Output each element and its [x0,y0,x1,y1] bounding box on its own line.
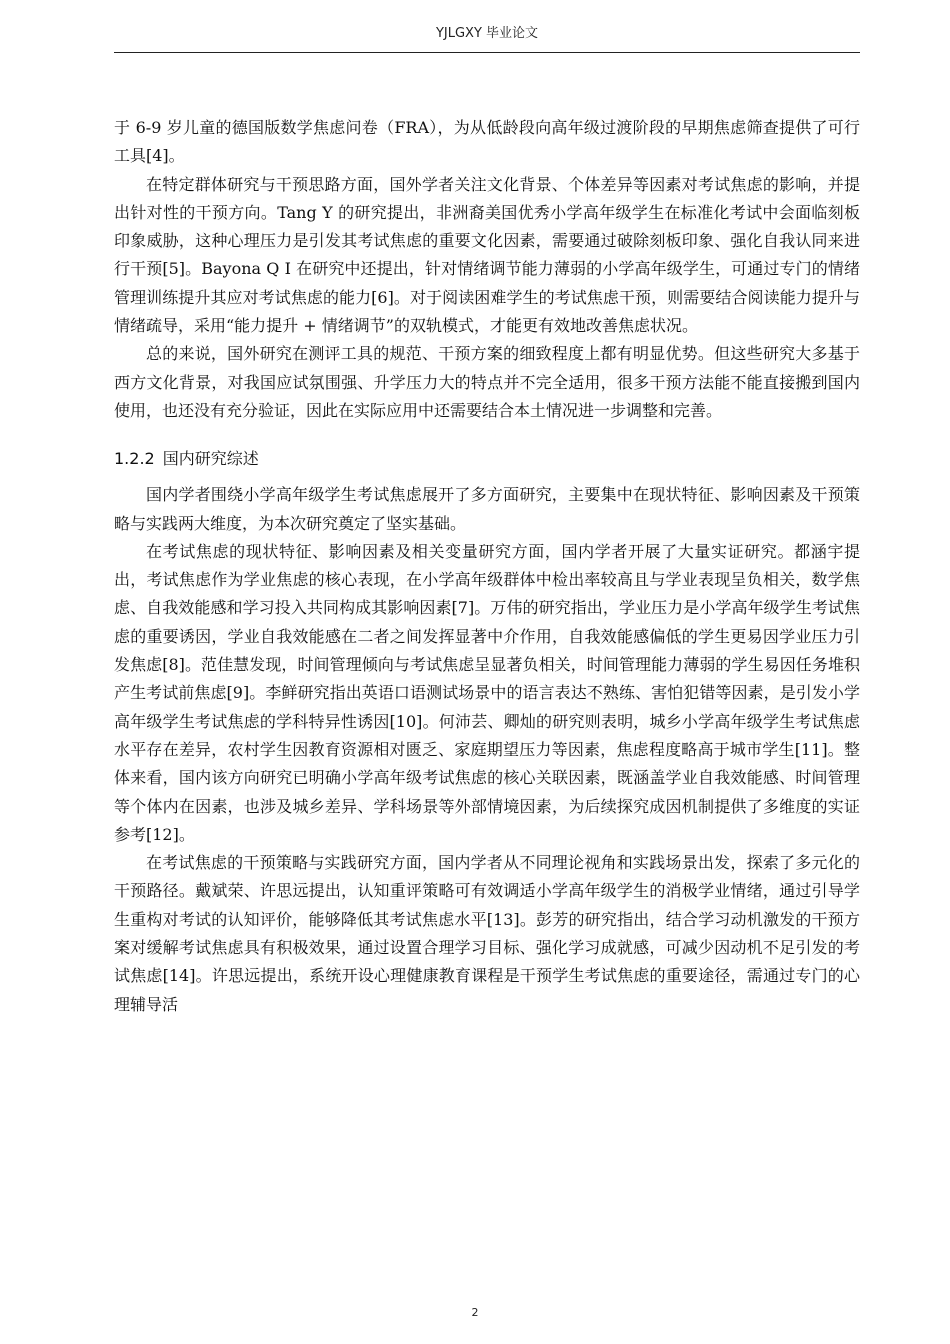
header-rule [114,52,860,53]
section-title: 国内研究综述 [162,449,259,469]
paragraph-domestic-1: 国内学者围绕小学高年级学生考试焦虑展开了多方面研究，主要集中在现状特征、影响因素及干预策略与实践两大维度，为本次研究奠定了坚实基础。 [114,485,860,533]
body-text [114,114,860,1019]
paragraph-foreign-3: 总的来说，国外研究在测评工具的规范、干预方案的细致程度上都有明显优势。但这些研究大多基于西方文化背景，对我国应试氛围强、升学压力大的特点并不完全适用，很多干预方法能不能直接搬到国内使用，也还没有充分验证，因此在实际应用中还需要结合本土情况进一步调整和完善。 [114,344,860,420]
page-number: 2 [471,1306,479,1319]
paragraph-foreign-1: 于 6-9 岁儿童的德国版数学焦虑问卷（FRA），为从低龄段向高年级过渡阶段的早期焦虑筛查提供了可行工具[4]。 [114,118,860,166]
paragraph-foreign-2: 在特定群体研究与干预思路方面，国外学者关注文化背景、个体差异等因素对考试焦虑的影响，并提出针对性的干预方向。Tang Y 的研究提出，非洲裔美国优秀小学高年级学生在标准化考试中会面临刻板印象威胁，这种心理压力是引发其考试焦虑的重要文化因素，需要通过破除刻板印象、强化自我认同来进行干预[5]。Bayona Q I 在研究中还提出，针对情绪调节能力薄弱的小学高年级学生，可通过专门的情绪管理训练提升其应对考试焦虑的能力[6]。对于阅读困难学生的考试焦虑干预，则需要结合阅读能力提升与情绪疏导，采用“能力提升 + 情绪调节”的双轨模式，才能更有效地改善焦虑状况。 [114,174,860,336]
paragraph-domestic-3: 在考试焦虑的干预策略与实践研究方面，国内学者从不同理论视角和实践场景出发，探索了多元化的干预路径。戴斌荣、许思远提出，认知重评策略可有效调适小学高年级学生的消极学业情绪，通过引导学生重构对考试的认知评价，能够降低其考试焦虑水平[13]。彭芳的研究指出，结合学习动机激发的干预方案对缓解考试焦虑具有积极效果，通过设置合理学习目标、强化学习成就感，可减少因动机不足引发的考试焦虑[14]。许思远提出，系统开设心理健康教育课程是干预学生考试焦虑的重要途径，需通过专门的心理辅导活 [114,853,860,1014]
paragraph-domestic-2: 在考试焦虑的现状特征、影响因素及相关变量研究方面，国内学者开展了大量实证研究。都涵宇提出，考试焦虑作为学业焦虑的核心表现，在小学高年级群体中检出率较高且与学业表现呈负相关，数学焦虑、自我效能感和学习投入共同构成其影响因素[7]。万伟的研究指出，学业压力是小学高年级学生考试焦虑的重要诱因，学业自我效能感在二者之间发挥显著中介作用，自我效能感偏低的学生更易因学业压力引发焦虑[8]。范佳慧发现，时间管理倾向与考试焦虑呈显著负相关，时间管理能力薄弱的学生易因任务堆积产生考试前焦虑[9]。李鲜研究指出英语口语测试场景中的语言表达不熟练、害怕犯错等因素，是引发小学高年级学生考试焦虑的学科特异性诱因[10]。何沛芸、卿灿的研究则表明，城乡小学高年级学生考试焦虑水平存在差异，农村学生因教育资源相对匮乏、家庭期望压力等因素，焦虑程度略高于城市学生[11]。整体来看，国内该方向研究已明确小学高年级考试焦虑的核心关联因素，既涵盖学业自我效能感、时间管理等个体内在因素，也涉及城乡差异、学科场景等外部情境因素，为后续探究成因机制提供了多维度的实证参考[12]。 [114,541,860,844]
section-heading [114,445,860,473]
page-header: YJLGXY 毕业论文 [435,26,539,41]
section-number: 1.2.2 [114,449,155,469]
